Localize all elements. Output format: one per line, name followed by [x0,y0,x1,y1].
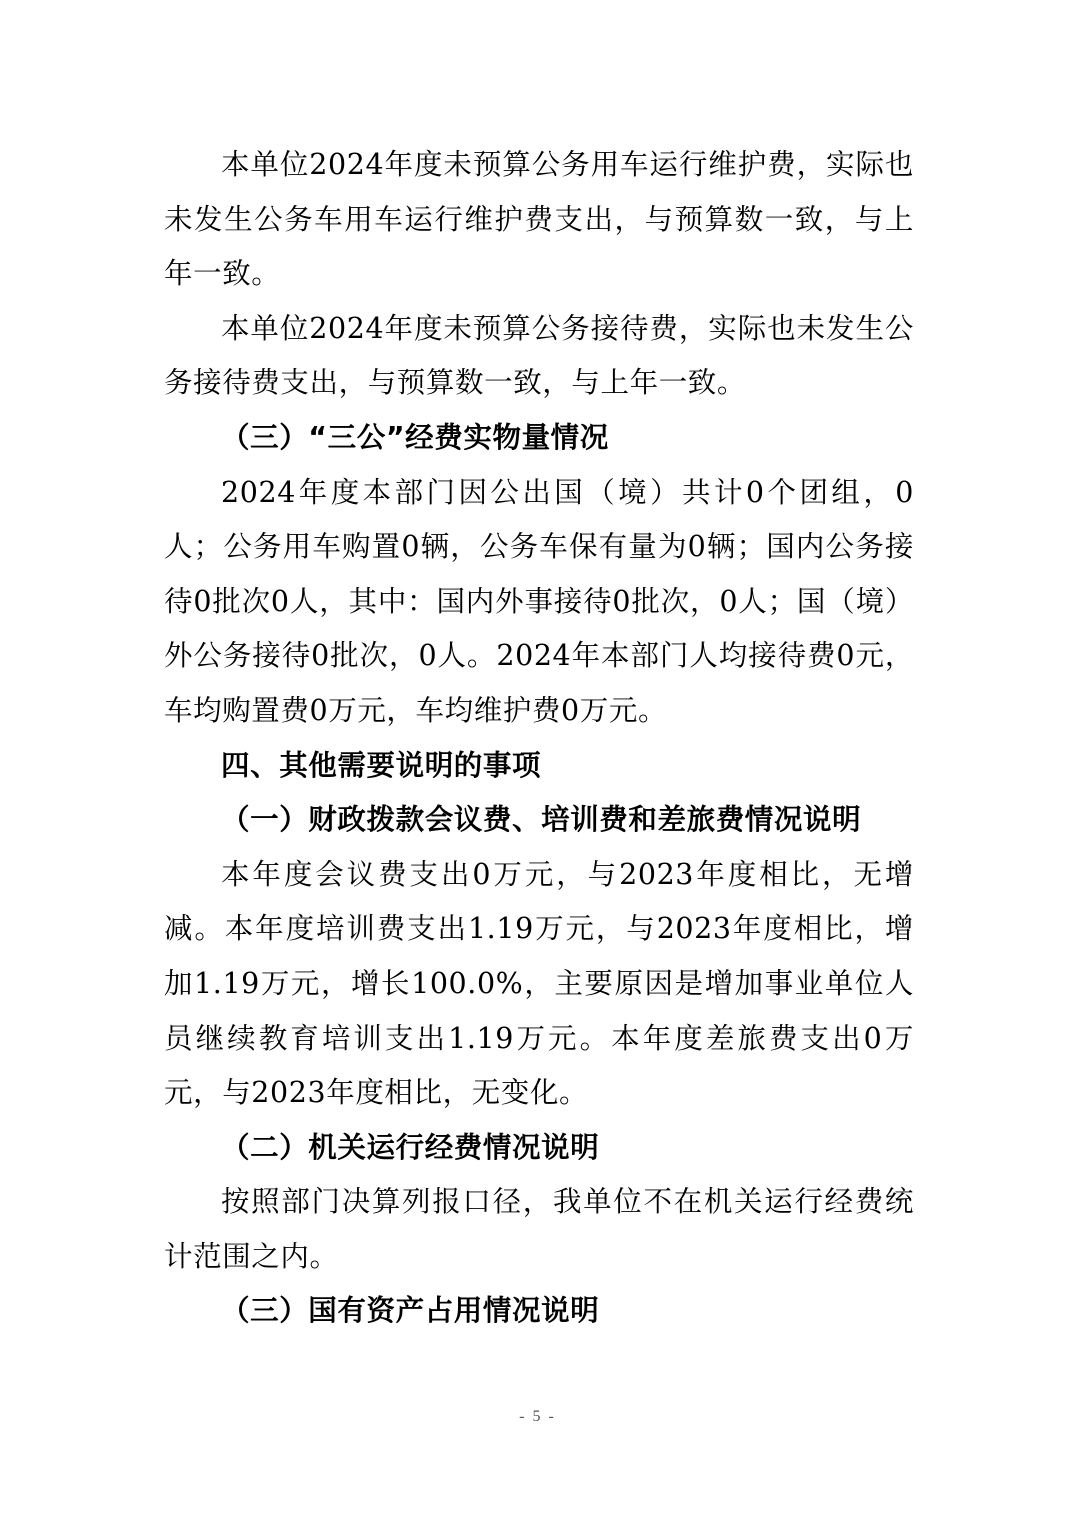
section-heading-physical-quantity: （三）“三公”经费实物量情况 [221,420,609,454]
paragraph-reception-expense: 本单位2024年度未预算公务接待费，实际也未发生公务接待费支出，与预算数一致，与上年一致。 [164,311,914,400]
paragraph-meeting-training-travel: 本年度会议费支出0万元，与2023年度相比，无增减。本年度培训费支出1.19万元，与2023年度相比，增加1.19万元，增长100.0%，主要原因是增加事业单位人员继续教育培训支出1.19万元。本年度差旅费支出0万元，与2023年度相比，无变化。 [164,857,914,1110]
subsection-heading-operating-expense: （二）机关运行经费情况说明 [221,1130,600,1164]
page-number: - 5 - [519,1408,556,1425]
document-body [164,138,914,1339]
section-heading-other-matters: 四、其他需要说明的事项 [221,748,542,782]
paragraph-physical-quantity: 2024年度本部门因公出国（境）共计0个团组，0人；公务用车购置0辆，公务车保有量为0辆；国内公务接待0批次0人，其中：国内外事接待0批次，0人；国（境）外公务接待0批次，0人。2024年本部门人均接待费0元，车均购置费0万元，车均维护费0万元。 [164,475,914,727]
paragraph-operating-expense: 按照部门决算列报口径，我单位不在机关运行经费统计范围之内。 [164,1185,914,1273]
subsection-heading-state-assets: （三）国有资产占用情况说明 [221,1294,600,1328]
paragraph-vehicle-maintenance: 本单位2024年度未预算公务用车运行维护费，实际也未发生公务车用车运行维护费支出，与预算数一致，与上年一致。 [164,148,914,291]
subsection-heading-meeting-training-travel: （一）财政拨款会议费、培训费和差旅费情况说明 [221,803,862,837]
